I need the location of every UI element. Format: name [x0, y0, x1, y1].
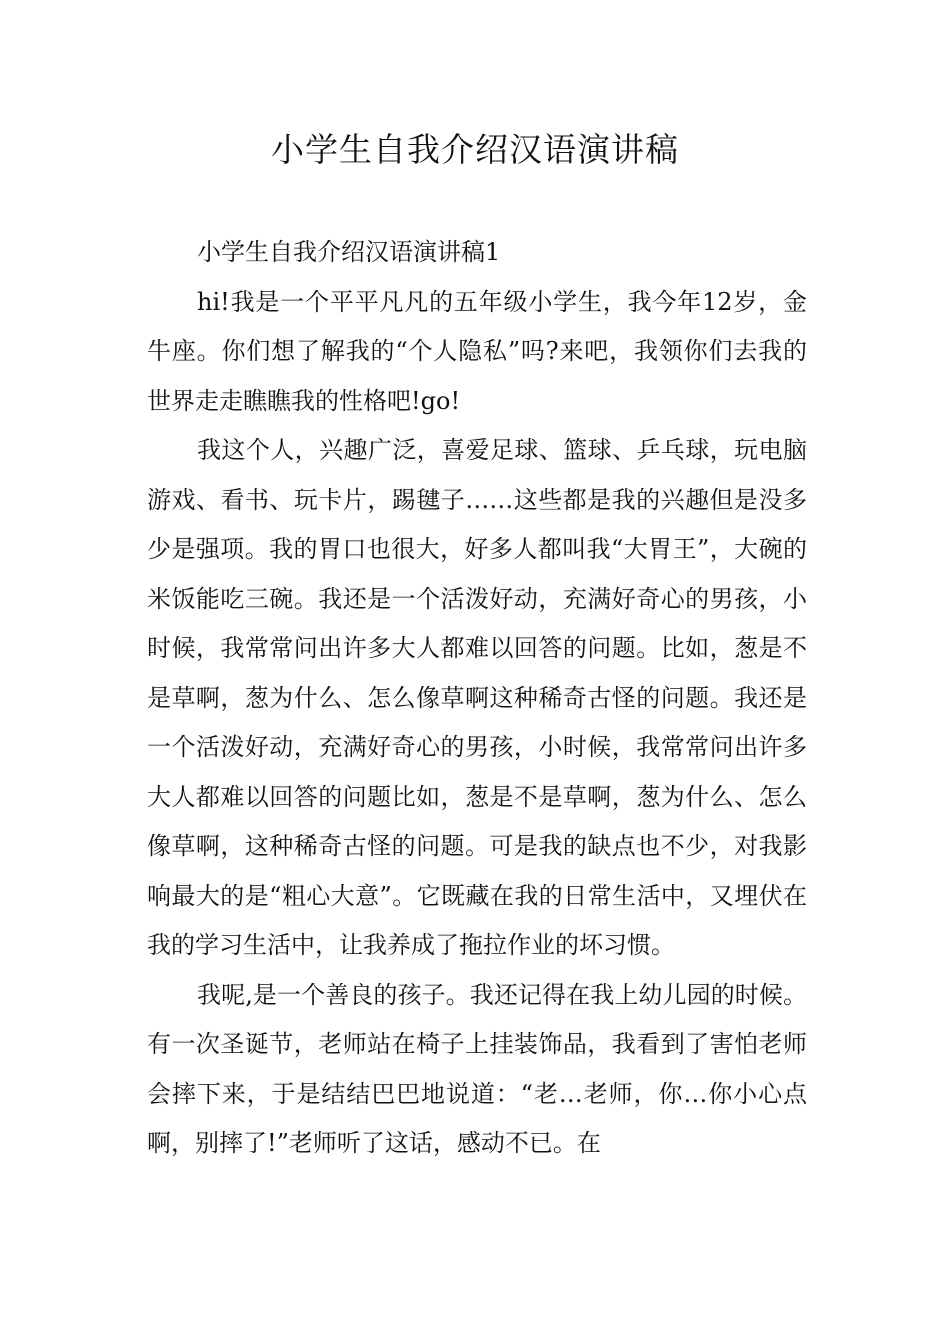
- section-heading: 小学生自我介绍汉语演讲稿1: [197, 238, 501, 266]
- document-body: [147, 228, 807, 1169]
- paragraph-kindness: 我呢,是一个善良的孩子。我还记得在我上幼儿园的时候。有一次圣诞节，老师站在椅子上挂装饰品，我看到了害怕老师会摔下来，于是结结巴巴地说道：“老…老师，你…你小心点啊，别摔了!”老师听了这话，感动不已。在: [147, 980, 807, 1157]
- document-title: 小学生自我介绍汉语演讲稿: [271, 130, 679, 169]
- paragraph-interests: 我这个人，兴趣广泛，喜爱足球、篮球、乒乓球，玩电脑游戏、看书、玩卡片，踢毽子……这些都是我的兴趣但是没多少是强项。我的胃口也很大，好多人都叫我“大胃王”，大碗的米饭能吃三碗。我还是一个活泼好动，充满好奇心的男孩，小时候，我常常问出许多大人都难以回答的问题。比如，葱是不是草啊，葱为什么、怎么像草啊这种稀奇古怪的问题。我还是一个活泼好动，充满好奇心的男孩，小时候，我常常问出许多大人都难以回答的问题比如，葱是不是草啊，葱为什么、怎么像草啊，这种稀奇古怪的问题。可是我的缺点也不少，对我影响最大的是“粗心大意”。它既藏在我的日常生活中，又埋伏在我的学习生活中，让我养成了拖拉作业的坏习惯。: [147, 436, 807, 959]
- paragraph-intro: hi!我是一个平平凡凡的五年级小学生，我今年12岁，金牛座。你们想了解我的“个人隐私”吗?来吧，我领你们去我的世界走走瞧瞧我的性格吧!go!: [147, 287, 807, 415]
